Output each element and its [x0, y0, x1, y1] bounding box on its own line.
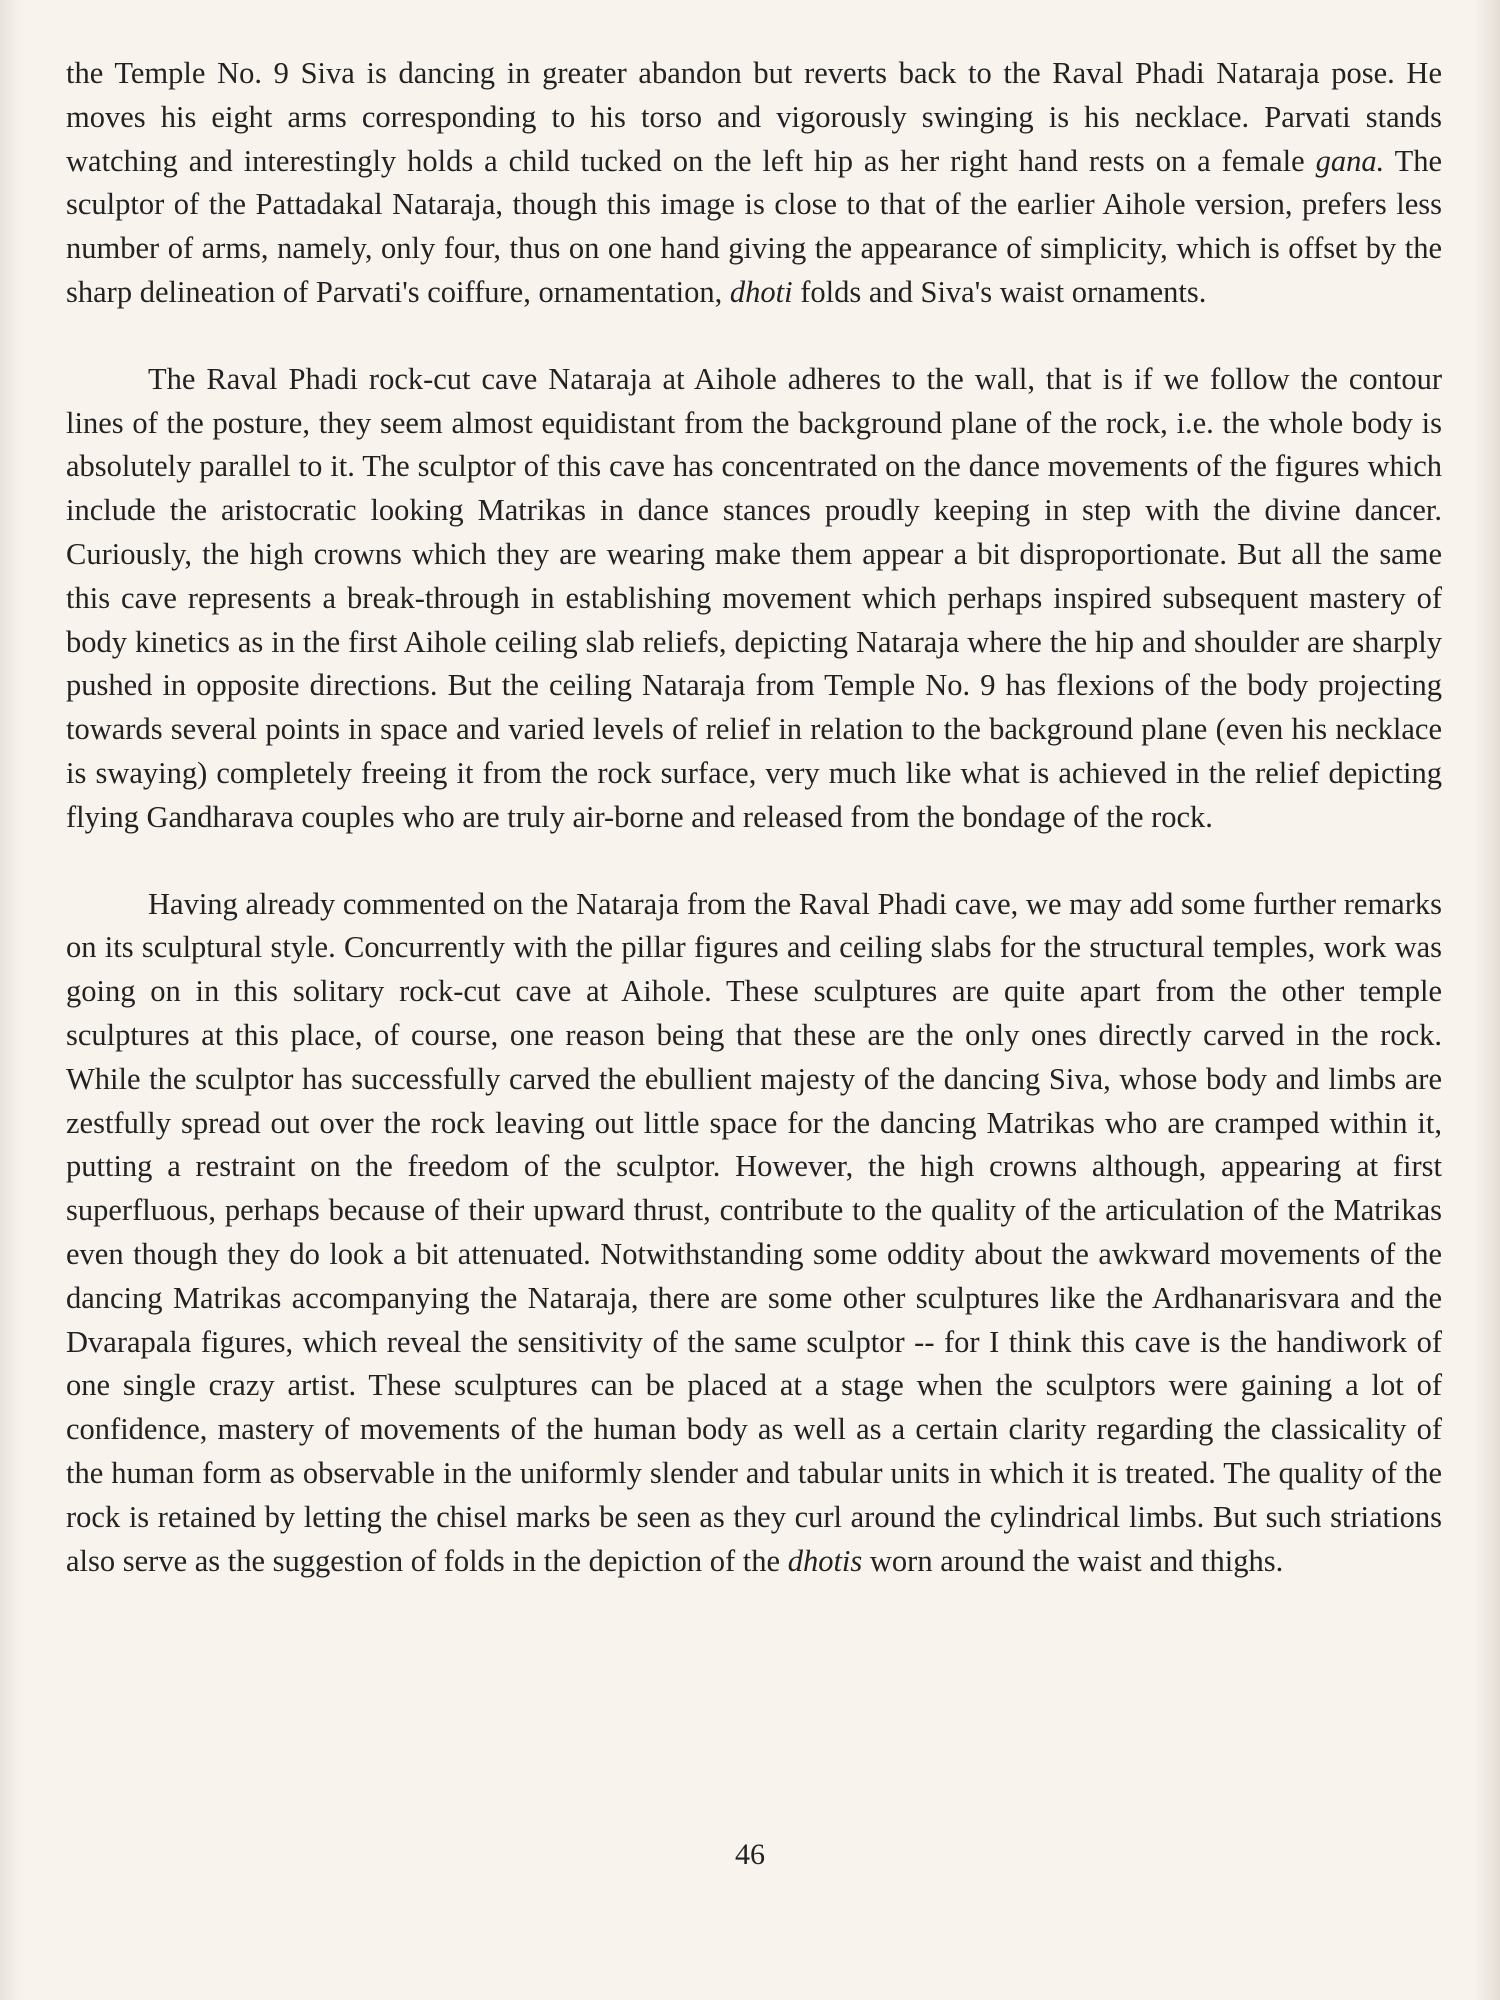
page-number: 46 [735, 1838, 765, 1871]
paragraph-sculptural-style [66, 883, 1442, 1584]
italic-term-dhoti: dhoti [729, 274, 793, 309]
page-left-edge-shadow [0, 0, 22, 2000]
italic-term-dhotis: dhotis [787, 1543, 863, 1578]
paragraph-text: the Temple No. 9 Siva is dancing in greater abandon but reverts back to the Raval Phadi Nataraja pose. He moves his eight arms corresponding to his torso and vigorously swinging is his necklace. Parvati stands watching and interestingly holds a child tucked on the left hip as her right hand rests on a female [66, 56, 1442, 178]
page-right-edge-shadow [1474, 0, 1500, 2000]
paragraph-raval-phadi [66, 358, 1442, 840]
italic-term-gana: gana. [1315, 143, 1385, 178]
paragraph-text: worn around the waist and thighs. [862, 1543, 1284, 1578]
paragraph-text: The sculptor of the Pattadakal Nataraja, though this image is close to that of the earlier Aihole version, prefers less number of arms, namely, only four, thus on one hand giving the appearance of simplicity, which is offset by the sharp delineation of Parvati's coiffure, ornamentation, [66, 143, 1442, 309]
paragraph-continued [66, 52, 1442, 315]
paragraph-text: folds and Siva's waist ornaments. [792, 274, 1207, 309]
body-text [66, 52, 1442, 1583]
paragraph-text: Having already commented on the Nataraja from the Raval Phadi cave, we may add some further remarks on its sculptural style. Concurrently with the pillar figures and ceiling slabs for the structural temples, work was going on in this solitary rock-cut cave at Aihole. These sculptures are quite apart from the other temple sculptures at this place, of course, one reason being that these are the only ones directly carved in the rock. While the sculptor has successfully carved the ebullient majesty of the dancing Siva, whose body and limbs are zestfully spread out over the rock leaving out little space for the dancing Matrikas who are cramped within it, putting a restraint on the freedom of the sculptor. However, the high crowns although, appearing at first superfluous, perhaps because of their upward thrust, contribute to the quality of the articulation of the Matrikas even though they do look a bit attenuated. Notwithstanding some oddity about the awkward movements of the dancing Matrikas accompanying the Nataraja, there are some other sculptures like the Ardhanarisvara and the Dvarapala figures, which reveal the sensitivity of the same sculptor -- for I think this cave is the handiwork of one single crazy artist. These sculptures can be placed at a stage when the sculptors were gaining a lot of confidence, mastery of movements of the human body as well as a certain clarity regarding the classicality of the human form as observable in the uniformly slender and tabular units in which it is treated. The quality of the rock is retained by letting the chisel marks be seen as they curl around the cylindrical limbs. But such striations also serve as the suggestion of folds in the depiction of the [66, 886, 1442, 1578]
paragraph-text: The Raval Phadi rock-cut cave Nataraja at Aihole adheres to the wall, that is if we follow the contour lines of the posture, they seem almost equidistant from the background plane of the rock, i.e. the whole body is absolutely parallel to it. The sculptor of this cave has concentrated on the dance movements of the figures which include the aristocratic looking Matrikas in dance stances proudly keeping in step with the divine dancer. Curiously, the high crowns which they are wearing make them appear a bit disproportionate. But all the same this cave represents a break-through in establishing movement which perhaps inspired subsequent mastery of body kinetics as in the first Aihole ceiling slab reliefs, depicting Nataraja where the hip and shoulder are sharply pushed in opposite directions. But the ceiling Nataraja from Temple No. 9 has flexions of the body projecting towards several points in space and varied levels of relief in relation to the background plane (even his necklace is swaying) completely freeing it from the rock surface, very much like what is achieved in the relief depicting flying Gandharava couples who are truly air-borne and released from the bondage of the rock. [66, 361, 1442, 834]
